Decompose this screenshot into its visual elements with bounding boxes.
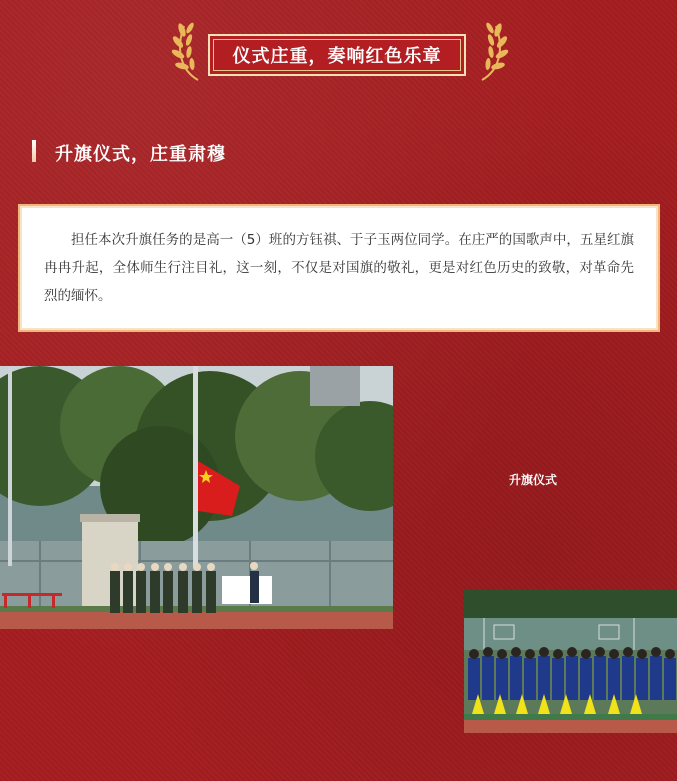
paragraph-text: 担任本次升旗任务的是高一（5）班的方钰祺、于子玉两位同学。在庄严的国歌声中，五星红旗冉冉升起，全体师生行注目礼，这一刻，不仅是对国旗的敬礼，更是对红色历史的致敬，对革命先烈的缅怀。: [44, 232, 634, 304]
laurel-right-icon: [470, 18, 510, 84]
laurel-left-icon: [170, 18, 210, 84]
paragraph-box: [18, 204, 660, 332]
subtitle-accent-bar: [32, 140, 36, 162]
banner-title: 仪式庄重，奏响红色乐章: [232, 46, 442, 67]
flag-raising-photo: [0, 366, 393, 629]
students-assembly-photo: [464, 590, 677, 733]
photo-caption: 升旗仪式: [509, 473, 558, 487]
section-subtitle: 升旗仪式，庄重肃穆: [55, 144, 226, 165]
banner-frame: [208, 34, 466, 76]
title-banner: [170, 18, 510, 88]
